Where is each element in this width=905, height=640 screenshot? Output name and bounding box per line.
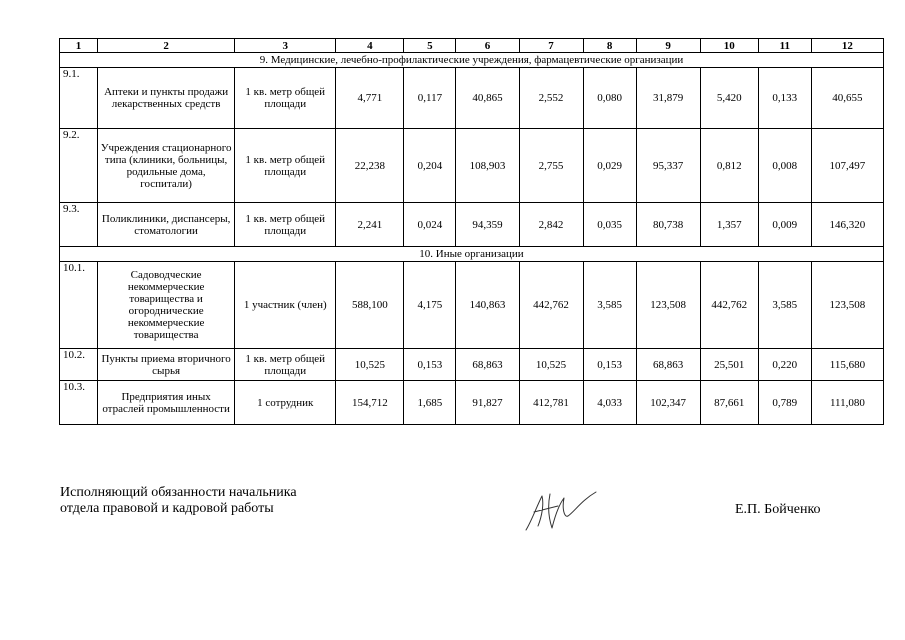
header-cell: 7 <box>519 39 583 53</box>
value-cell: 2,552 <box>519 68 583 129</box>
header-cell: 5 <box>404 39 456 53</box>
value-cell: 25,501 <box>700 349 758 381</box>
header-cell: 10 <box>700 39 758 53</box>
value-cell: 115,680 <box>811 349 883 381</box>
value-cell: 123,508 <box>811 262 883 349</box>
table-row <box>60 381 884 425</box>
value-cell: 102,347 <box>636 381 700 425</box>
value-cell: 0,035 <box>583 203 636 247</box>
header-cell: 3 <box>235 39 336 53</box>
row-number: 10.2. <box>60 349 98 381</box>
value-cell: 2,241 <box>336 203 404 247</box>
value-cell: 0,153 <box>404 349 456 381</box>
header-cell: 11 <box>758 39 811 53</box>
value-cell: 3,585 <box>758 262 811 349</box>
value-cell: 0,008 <box>758 129 811 203</box>
row-name: Поликлиники, диспансеры, стоматологии <box>98 203 235 247</box>
value-cell: 0,024 <box>404 203 456 247</box>
row-name: Учреждения стационарного типа (клиники, больницы, родильные дома, госпитали) <box>98 129 235 203</box>
value-cell: 2,842 <box>519 203 583 247</box>
value-cell: 4,175 <box>404 262 456 349</box>
header-cell: 6 <box>456 39 519 53</box>
value-cell: 80,738 <box>636 203 700 247</box>
section-row <box>60 53 884 68</box>
header-cell: 4 <box>336 39 404 53</box>
value-cell: 95,337 <box>636 129 700 203</box>
row-unit: 1 кв. метр общей площади <box>235 129 336 203</box>
header-cell: 8 <box>583 39 636 53</box>
position-line: Исполняющий обязанности начальника <box>60 485 297 500</box>
signatory-position <box>60 485 297 517</box>
value-cell: 0,153 <box>583 349 636 381</box>
value-cell: 22,238 <box>336 129 404 203</box>
value-cell: 107,497 <box>811 129 883 203</box>
value-cell: 154,712 <box>336 381 404 425</box>
header-cell: 12 <box>811 39 883 53</box>
value-cell: 31,879 <box>636 68 700 129</box>
value-cell: 0,029 <box>583 129 636 203</box>
value-cell: 10,525 <box>336 349 404 381</box>
table-row <box>60 349 884 381</box>
value-cell: 68,863 <box>456 349 519 381</box>
header-cell: 9 <box>636 39 700 53</box>
value-cell: 111,080 <box>811 381 883 425</box>
section-row <box>60 247 884 262</box>
value-cell: 87,661 <box>700 381 758 425</box>
value-cell: 40,655 <box>811 68 883 129</box>
signatory-name: Е.П. Бойченко <box>735 502 821 517</box>
value-cell: 123,508 <box>636 262 700 349</box>
value-cell: 91,827 <box>456 381 519 425</box>
table-row <box>60 262 884 349</box>
row-number: 9.1. <box>60 68 98 129</box>
section-title: 10. Иные организации <box>60 247 884 262</box>
row-unit: 1 сотрудник <box>235 381 336 425</box>
row-name: Садоводческие некоммерческие товарищества и огороднические некоммерческие товарищества <box>98 262 235 349</box>
signature-mark <box>520 486 600 536</box>
value-cell: 5,420 <box>700 68 758 129</box>
row-number: 9.3. <box>60 203 98 247</box>
value-cell: 0,133 <box>758 68 811 129</box>
position-line: отдела правовой и кадровой работы <box>60 501 274 516</box>
value-cell: 0,080 <box>583 68 636 129</box>
value-cell: 108,903 <box>456 129 519 203</box>
value-cell: 146,320 <box>811 203 883 247</box>
row-number: 9.2. <box>60 129 98 203</box>
value-cell: 3,585 <box>583 262 636 349</box>
row-name: Аптеки и пункты продажи лекарственных средств <box>98 68 235 129</box>
value-cell: 4,771 <box>336 68 404 129</box>
value-cell: 40,865 <box>456 68 519 129</box>
table-row <box>60 68 884 129</box>
value-cell: 1,357 <box>700 203 758 247</box>
row-unit: 1 кв. метр общей площади <box>235 349 336 381</box>
table-row <box>60 203 884 247</box>
table-row <box>60 129 884 203</box>
value-cell: 0,789 <box>758 381 811 425</box>
row-number: 10.3. <box>60 381 98 425</box>
header-cell: 2 <box>98 39 235 53</box>
value-cell: 0,812 <box>700 129 758 203</box>
value-cell: 2,755 <box>519 129 583 203</box>
row-name: Пункты приема вторичного сырья <box>98 349 235 381</box>
header-row <box>60 39 884 53</box>
value-cell: 442,762 <box>700 262 758 349</box>
row-unit: 1 кв. метр общей площади <box>235 203 336 247</box>
row-name: Предприятия иных отраслей промышленности <box>98 381 235 425</box>
header-cell: 1 <box>60 39 98 53</box>
value-cell: 0,009 <box>758 203 811 247</box>
value-cell: 588,100 <box>336 262 404 349</box>
value-cell: 0,117 <box>404 68 456 129</box>
row-number: 10.1. <box>60 262 98 349</box>
value-cell: 412,781 <box>519 381 583 425</box>
value-cell: 0,220 <box>758 349 811 381</box>
row-unit: 1 участник (член) <box>235 262 336 349</box>
value-cell: 68,863 <box>636 349 700 381</box>
norms-table <box>59 38 884 425</box>
value-cell: 1,685 <box>404 381 456 425</box>
value-cell: 140,863 <box>456 262 519 349</box>
section-title: 9. Медицинские, лечебно-профилактические учреждения, фармацевтические организации <box>60 53 884 68</box>
value-cell: 4,033 <box>583 381 636 425</box>
value-cell: 10,525 <box>519 349 583 381</box>
value-cell: 0,204 <box>404 129 456 203</box>
value-cell: 94,359 <box>456 203 519 247</box>
value-cell: 442,762 <box>519 262 583 349</box>
row-unit: 1 кв. метр общей площади <box>235 68 336 129</box>
